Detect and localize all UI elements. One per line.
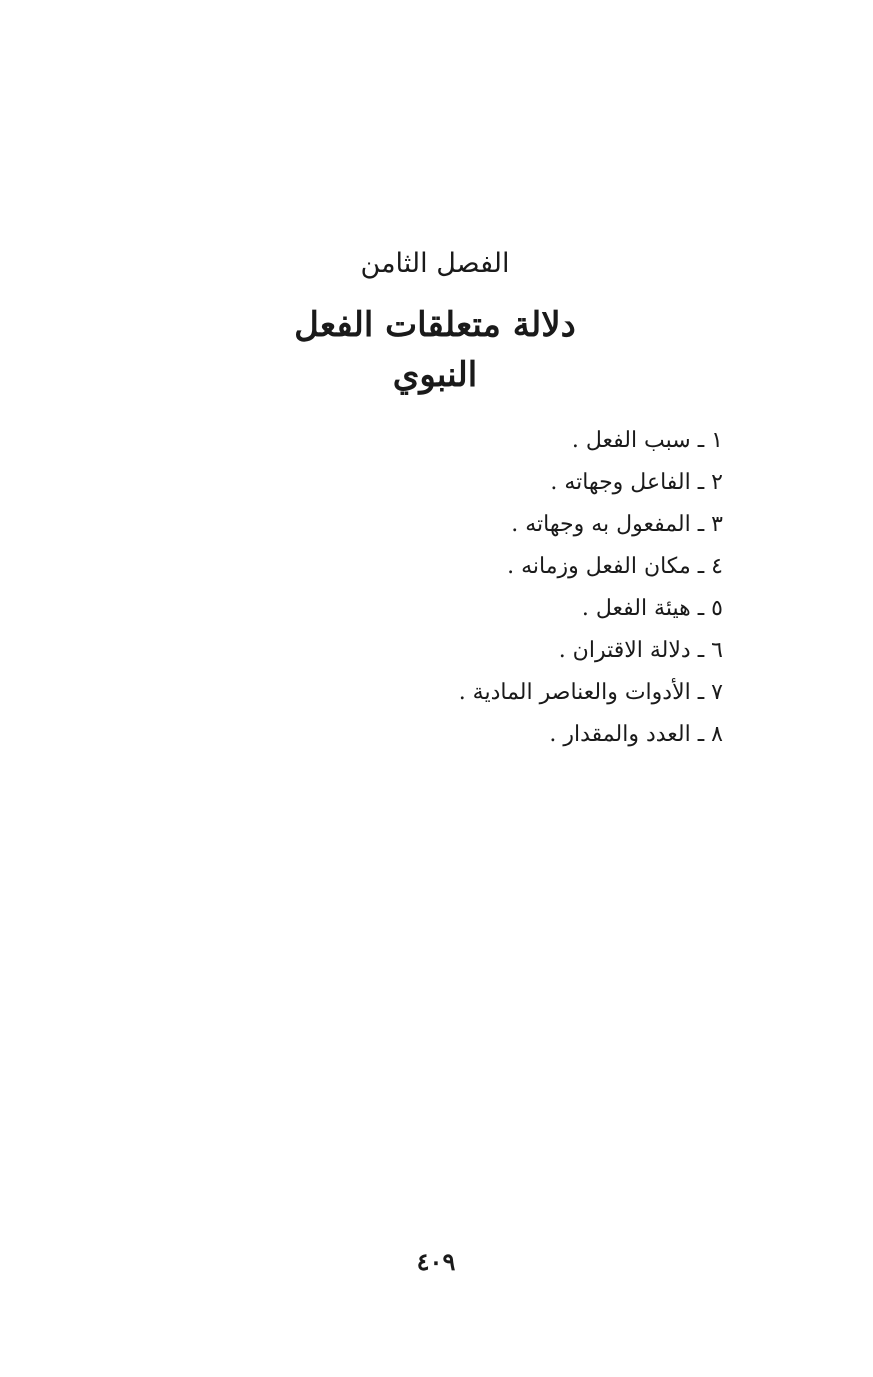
list-item: ٦ ـ دلالة الاقتران . [558,638,723,663]
chapter-label: الفصل الثامن [360,248,510,279]
chapter-contents-list [303,420,723,756]
list-item: ٥ ـ هيئة الفعل . [581,596,723,621]
list-item: ٨ ـ العدد والمقدار . [549,722,723,747]
list-item: ٧ ـ الأدوات والعناصر المادية . [458,680,723,705]
list-item: ٤ ـ مكان الفعل وزمانه . [507,554,723,579]
list-item: ٣ ـ المفعول به وجهاته . [511,512,723,537]
page-number: ٤٠٩ [416,1247,456,1276]
list-item: ٢ ـ الفاعل وجهاته . [550,470,723,495]
chapter-title: دلالة متعلقات الفعل النبوي [294,305,576,395]
list-item: ١ ـ سبب الفعل . [571,428,723,453]
